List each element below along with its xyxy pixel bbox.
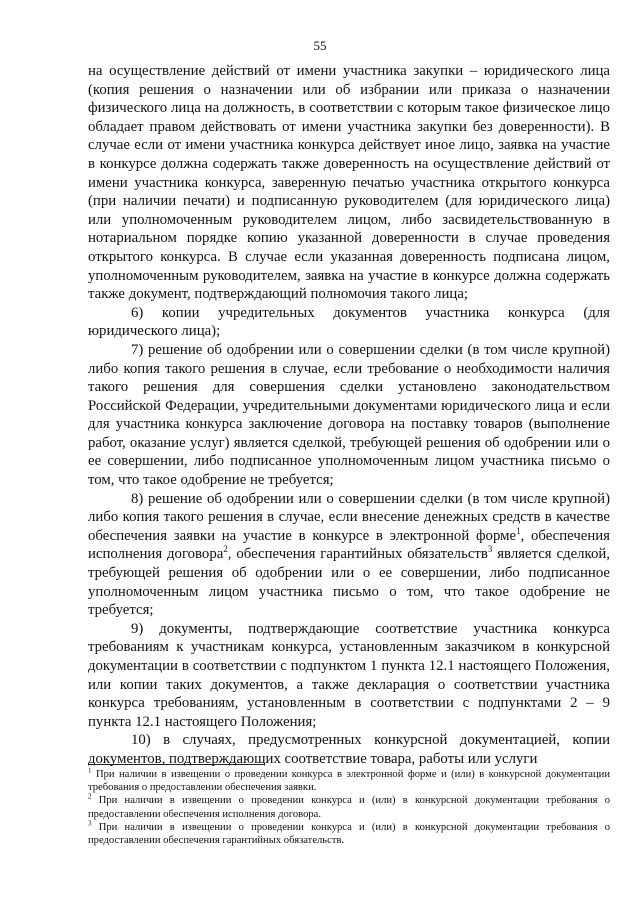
footnote-ref-1: 1 bbox=[516, 525, 521, 536]
footnote-mark-3: 3 bbox=[88, 819, 92, 828]
item-8-text-part-3: , обеспечения гарантийных обязательств bbox=[227, 546, 488, 563]
paragraph-item-10: 10) в случаях, предусмотренных конкурсной документацией, копии документов, подтверждающих соответствие товара, работы или услуги bbox=[88, 732, 610, 767]
footnote-text-1: При наличии в извещении о проведении конкурса в электронной форме и (или) в конкурсной документации требования о предоставлении обеспечения заявки. bbox=[88, 769, 610, 794]
item-8-text-part-2: , обеспечения исполнения договора bbox=[88, 527, 610, 563]
footnote-3 bbox=[88, 821, 610, 847]
item-8-text-part-4: является сделкой, требующей решения об одобрении или о ее совершении, либо подписанное уполномоченным лицом участника письмо о том, что такое одобрение не требуется; bbox=[88, 546, 610, 619]
paragraph-item-7: 7) решение об одобрении или о совершении сделки (в том числе крупной) либо копия такого решения в случае, если требование о необходимости наличия такого решения для совершения сделки установлено законодательством Российской Федерации, учредительными документами юридического лица и если для участника конкурса заключение договора на поставку товаров (выполнение работ, оказание услуг) является сделкой, требующей решения об одобрении или о ее совершении, либо подписанное уполномоченным лицом участника письмо о том, что такое одобрение не требуется; bbox=[88, 341, 610, 489]
footnote-text-2: При наличии в извещении о проведении конкурса и (или) в конкурсной документации требования о предоставлении обеспечения исполнения договора. bbox=[88, 795, 610, 820]
footnote-1 bbox=[88, 768, 610, 794]
footnote-separator bbox=[88, 764, 264, 765]
footnote-text-3: При наличии в извещении о проведении конкурса и (или) в конкурсной документации требования о предоставлении обеспечения гарантийных обязательств. bbox=[88, 821, 610, 847]
paragraph-authority-continuation: на осуществление действий от имени участника закупки – юридического лица (копия решения о назначении или об избрании или приказа о назначении физического лица на должность, в соответствии с которым такое физическое лицо обладает правом действовать от имени участника закупки без доверенности). В случае если от имени участника конкурса действует иное лицо, заявка на участие в конкурсе должна содержать также доверенность на осуществление действий от имени участника конкурса, заверенную печатью участника открытого конкурса (при наличии печати) и подписанную руководителем (для юридического лица) или уполномоченным руководителем лицом, либо засвидетельствованную в нотариальном порядке копию указанной доверенности в случае проведения открытого конкурса. В случае если указанная доверенность подписана лицом, уполномоченным руководителем, заявка на участие в конкурсе должна содержать также документ, подтверждающий полномочия такого лица; bbox=[88, 63, 610, 303]
paragraph-item-6: 6) копии учредительных документов участника конкурса (для юридического лица); bbox=[88, 304, 610, 340]
footnote-ref-3: 3 bbox=[487, 544, 493, 555]
footnote-ref-2: 2 bbox=[223, 544, 228, 555]
body-text bbox=[88, 62, 610, 769]
paragraph-item-9: 9) документы, подтверждающие соответствие участника конкурса требованиям к участникам конкурса, установленным заказчиком в конкурсной документации в соответствии с подпунктом 1 пункта 12.1 настоящего Положения, или копии таких документов, а также декларация о соответствии участника конкурса требованиям, установленным в соответствии с подпунктами 2 – 9 пункта 12.1 настоящего Положения; bbox=[88, 620, 610, 730]
footnote-2 bbox=[88, 794, 610, 820]
page-number: 55 bbox=[313, 38, 327, 53]
footnote-mark-2: 2 bbox=[88, 792, 92, 801]
item-8-text-part-1: 8) решение об одобрении или о совершении сделки (в том числе крупной) либо копия такого решения в случае, если внесение денежных средств в качестве обеспечения заявки на участие в конкурсе в электронной форме bbox=[88, 490, 610, 544]
paragraph-item-8 bbox=[88, 490, 610, 620]
footnote-mark-1: 1 bbox=[88, 766, 92, 775]
footnotes bbox=[88, 768, 610, 847]
